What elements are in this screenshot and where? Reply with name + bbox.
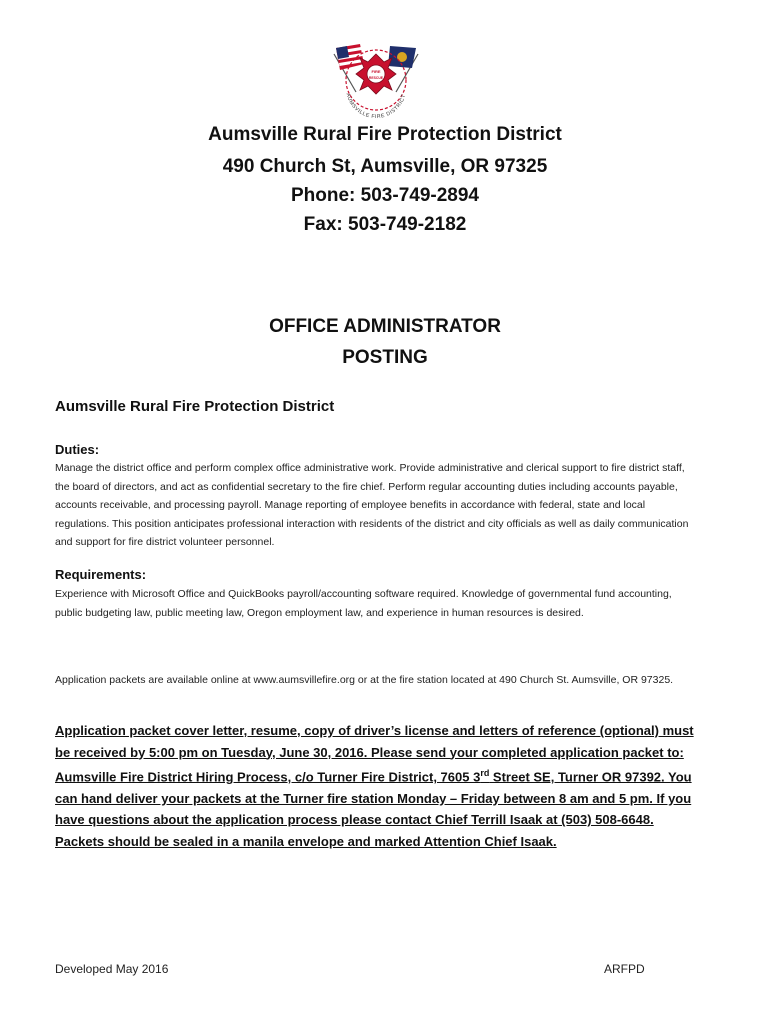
- notice-part-2: Street SE, Turner OR 97392. You can hand deliver your packets at the Turner fire station Monday – Friday between 8 am and 5 pm. If you have questions about the application process please contact Chief Terrill Isaak at (503) 508-6648. Packets should be sealed in a manila envelope and marked Attention Chief Isaak.: [55, 769, 692, 849]
- org-address: 490 Church St, Aumsville, OR 97325: [222, 156, 548, 177]
- badge-bottom-text: RESCUE: [368, 76, 384, 80]
- maltese-cross-icon: [356, 54, 396, 94]
- footer-developed: Developed May 2016: [55, 962, 169, 976]
- notice-part-1: Application packet cover letter, resume, copy of driver’s license and letters of reference (optional) must be received by 5:00 pm on Tuesday, June 30, 2016. Please send your completed application packet to: Aumsville Fire District Hiring Process, c/o Turner Fire District, 7605 3: [55, 723, 694, 785]
- requirements-text: Experience with Microsoft Office and QuickBooks payroll/accounting software required. Knowledge of governmental fund accounting, public budgeting law, public meeting law, Oregon employment law, and experience in human resources is desired.: [55, 588, 672, 619]
- fire-district-emblem-icon: [330, 42, 422, 120]
- application-notice: [55, 720, 695, 852]
- org-fax: Fax: 503-749-2182: [303, 214, 467, 235]
- application-availability: Application packets are available online at www.aumsvillefire.org or at the fire station located at 490 Church St. Aumsville, OR 97325.: [55, 674, 674, 686]
- svg-text:AUMSVILLE FIRE DISTRICT: [345, 93, 408, 120]
- org-name: Aumsville Rural Fire Protection District: [208, 124, 562, 145]
- posting-title: OFFICE ADMINISTRATOR: [269, 316, 501, 337]
- notice-superscript: rd: [480, 768, 490, 778]
- department-flag-icon: [388, 46, 418, 92]
- emblem-text: AUMSVILLE FIRE DISTRICT: [344, 92, 408, 120]
- footer-abbreviation: ARFPD: [604, 962, 645, 976]
- duties-heading: Duties:: [55, 442, 100, 457]
- employer-heading: Aumsville Rural Fire Protection District: [55, 398, 335, 415]
- org-phone: Phone: 503-749-2894: [291, 185, 479, 206]
- requirements-heading: Requirements:: [55, 567, 147, 582]
- badge-top-text: FIRE: [371, 69, 381, 74]
- posting-subtitle: POSTING: [342, 347, 428, 368]
- duties-text: Manage the district office and perform complex office administrative work. Provide administrative and clerical support to fire district staff, the board of directors, and act as confidential secretary to the fire chief. Perform regular accounting duties including accounts payable, accounts receivable, and processing payroll. Manage reporting of employee benefits in accordance with federal, state and local regulations. This position anticipates professional interaction with residents of the district and city officials as well as daily communication and support for fire district volunteer personnel.: [55, 462, 689, 548]
